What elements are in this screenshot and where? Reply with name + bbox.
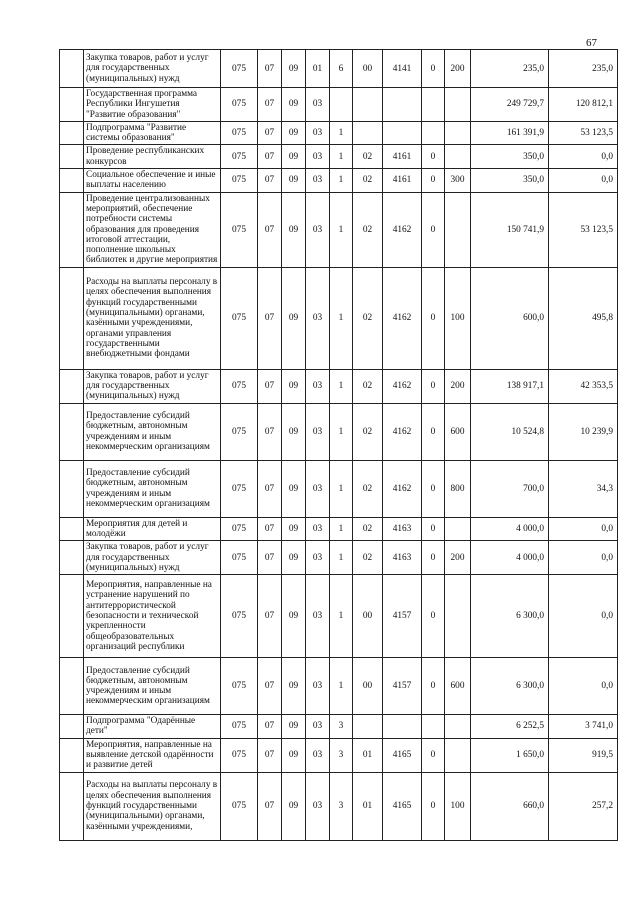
- cell-c9: 600: [445, 403, 471, 460]
- cell-v2: 120 812,1: [549, 88, 618, 122]
- cell-c5: 1: [330, 121, 353, 145]
- cell-c6: 02: [353, 145, 383, 169]
- cell-c3: 09: [282, 460, 306, 517]
- cell-c1: 075: [221, 121, 258, 145]
- cell-v2: 34,3: [549, 460, 618, 517]
- cell-v1: 350,0: [471, 145, 549, 169]
- page-number: 67: [586, 37, 597, 49]
- cell-c3: 09: [282, 369, 306, 403]
- cell-c5: 1: [330, 267, 353, 369]
- cell-c9: [445, 738, 471, 772]
- row-name: Предоставление субсидий бюджетным, автономным учреждениям и иным некоммерческим организациям: [84, 460, 221, 517]
- row-blank-cell: [60, 192, 84, 267]
- row-name: Государственная программа Республики Ингушетия "Развитие образования": [84, 88, 221, 122]
- table-row: [60, 192, 618, 267]
- cell-c8: [422, 88, 445, 122]
- cell-c8: 0: [422, 192, 445, 267]
- cell-c9: [445, 715, 471, 739]
- cell-v2: 495,8: [549, 267, 618, 369]
- table-row: [60, 403, 618, 460]
- cell-v2: 0,0: [549, 658, 618, 715]
- cell-c5: 1: [330, 575, 353, 658]
- cell-c1: 075: [221, 369, 258, 403]
- cell-c4: 03: [306, 369, 330, 403]
- cell-c6: 02: [353, 369, 383, 403]
- cell-c8: 0: [422, 169, 445, 193]
- cell-c5: 1: [330, 192, 353, 267]
- cell-c2: 07: [258, 738, 282, 772]
- cell-c7: 4163: [383, 541, 422, 575]
- cell-c6: 01: [353, 772, 383, 840]
- cell-c4: 03: [306, 267, 330, 369]
- cell-c7: [383, 121, 422, 145]
- cell-c3: 09: [282, 50, 306, 88]
- cell-c7: 4161: [383, 145, 422, 169]
- cell-c7: 4162: [383, 460, 422, 517]
- table-row: [60, 369, 618, 403]
- cell-c2: 07: [258, 772, 282, 840]
- cell-v2: 0,0: [549, 145, 618, 169]
- cell-c2: 07: [258, 88, 282, 122]
- table-row: [60, 738, 618, 772]
- cell-v2: 42 353,5: [549, 369, 618, 403]
- cell-c4: 03: [306, 658, 330, 715]
- cell-c4: 03: [306, 460, 330, 517]
- cell-c9: [445, 88, 471, 122]
- row-blank-cell: [60, 403, 84, 460]
- cell-c2: 07: [258, 715, 282, 739]
- cell-c2: 07: [258, 517, 282, 541]
- cell-c3: 09: [282, 517, 306, 541]
- cell-c9: [445, 192, 471, 267]
- cell-c9: 200: [445, 50, 471, 88]
- cell-c4: 03: [306, 517, 330, 541]
- cell-c4: 03: [306, 88, 330, 122]
- row-name: Мероприятия, направленные на выявление детской одарённости и развитие детей: [84, 738, 221, 772]
- table-row: [60, 460, 618, 517]
- row-blank-cell: [60, 541, 84, 575]
- cell-c5: 1: [330, 145, 353, 169]
- cell-c1: 075: [221, 169, 258, 193]
- cell-c4: 03: [306, 715, 330, 739]
- cell-c8: 0: [422, 575, 445, 658]
- cell-v1: 350,0: [471, 169, 549, 193]
- row-blank-cell: [60, 460, 84, 517]
- table-row: [60, 658, 618, 715]
- cell-c4: 01: [306, 50, 330, 88]
- cell-v1: 161 391,9: [471, 121, 549, 145]
- cell-v1: 249 729,7: [471, 88, 549, 122]
- cell-c9: 100: [445, 772, 471, 840]
- cell-v2: 0,0: [549, 169, 618, 193]
- cell-c9: 800: [445, 460, 471, 517]
- row-name: Предоставление субсидий бюджетным, автономным учреждениям и иным некоммерческим организациям: [84, 403, 221, 460]
- cell-c9: 200: [445, 541, 471, 575]
- cell-v2: 257,2: [549, 772, 618, 840]
- cell-c4: 03: [306, 192, 330, 267]
- cell-c3: 09: [282, 658, 306, 715]
- cell-c4: 03: [306, 121, 330, 145]
- cell-c3: 09: [282, 121, 306, 145]
- cell-c2: 07: [258, 192, 282, 267]
- row-blank-cell: [60, 267, 84, 369]
- budget-table: [59, 49, 618, 841]
- row-name: Закупка товаров, работ и услуг для государственных (муниципальных) нужд: [84, 369, 221, 403]
- cell-c5: 6: [330, 50, 353, 88]
- cell-c3: 09: [282, 169, 306, 193]
- cell-c2: 07: [258, 575, 282, 658]
- cell-c9: [445, 145, 471, 169]
- cell-c9: 600: [445, 658, 471, 715]
- cell-v1: 235,0: [471, 50, 549, 88]
- row-blank-cell: [60, 88, 84, 122]
- cell-c7: [383, 715, 422, 739]
- cell-c7: 4157: [383, 658, 422, 715]
- row-name: Мероприятия для детей и молодёжи: [84, 517, 221, 541]
- cell-c6: 02: [353, 192, 383, 267]
- cell-c1: 075: [221, 541, 258, 575]
- cell-c4: 03: [306, 738, 330, 772]
- table-row: [60, 772, 618, 840]
- cell-v2: 0,0: [549, 541, 618, 575]
- cell-c5: 3: [330, 738, 353, 772]
- cell-c6: 02: [353, 403, 383, 460]
- cell-c7: 4165: [383, 772, 422, 840]
- cell-c8: 0: [422, 267, 445, 369]
- row-blank-cell: [60, 517, 84, 541]
- table-row: [60, 169, 618, 193]
- cell-v1: 600,0: [471, 267, 549, 369]
- table-row: [60, 121, 618, 145]
- cell-c2: 07: [258, 267, 282, 369]
- row-name: Проведение республиканских конкурсов: [84, 145, 221, 169]
- cell-v2: 235,0: [549, 50, 618, 88]
- row-name: Закупка товаров, работ и услуг для государственных (муниципальных) нужд: [84, 541, 221, 575]
- cell-c7: 4163: [383, 517, 422, 541]
- cell-c5: 1: [330, 517, 353, 541]
- row-name: Подпрограмма "Одарённые дети": [84, 715, 221, 739]
- cell-v1: 4 000,0: [471, 517, 549, 541]
- cell-v2: 53 123,5: [549, 192, 618, 267]
- cell-c5: 1: [330, 541, 353, 575]
- cell-c4: 03: [306, 541, 330, 575]
- cell-c5: 1: [330, 460, 353, 517]
- cell-c7: 4162: [383, 369, 422, 403]
- cell-c8: 0: [422, 50, 445, 88]
- cell-c5: 1: [330, 403, 353, 460]
- cell-c6: 00: [353, 658, 383, 715]
- cell-c2: 07: [258, 369, 282, 403]
- cell-v2: 53 123,5: [549, 121, 618, 145]
- cell-c1: 075: [221, 715, 258, 739]
- cell-c6: [353, 88, 383, 122]
- cell-c3: 09: [282, 738, 306, 772]
- cell-c7: 4161: [383, 169, 422, 193]
- cell-c6: 01: [353, 738, 383, 772]
- cell-c6: [353, 121, 383, 145]
- row-blank-cell: [60, 50, 84, 88]
- cell-c1: 075: [221, 50, 258, 88]
- row-blank-cell: [60, 738, 84, 772]
- cell-c3: 09: [282, 575, 306, 658]
- cell-c5: 1: [330, 658, 353, 715]
- cell-v2: 919,5: [549, 738, 618, 772]
- cell-c4: 03: [306, 403, 330, 460]
- cell-c8: 0: [422, 772, 445, 840]
- cell-c8: 0: [422, 517, 445, 541]
- row-blank-cell: [60, 772, 84, 840]
- cell-c5: 3: [330, 715, 353, 739]
- cell-c8: 0: [422, 145, 445, 169]
- cell-c6: 02: [353, 460, 383, 517]
- cell-c6: 02: [353, 541, 383, 575]
- row-blank-cell: [60, 575, 84, 658]
- cell-c6: 02: [353, 267, 383, 369]
- cell-c1: 075: [221, 517, 258, 541]
- cell-c9: [445, 575, 471, 658]
- cell-v2: 0,0: [549, 575, 618, 658]
- cell-c5: [330, 88, 353, 122]
- cell-c8: 0: [422, 658, 445, 715]
- cell-c5: 1: [330, 369, 353, 403]
- cell-c8: 0: [422, 541, 445, 575]
- table-row: [60, 541, 618, 575]
- cell-c8: 0: [422, 369, 445, 403]
- cell-c3: 09: [282, 192, 306, 267]
- cell-c1: 075: [221, 658, 258, 715]
- cell-c8: 0: [422, 403, 445, 460]
- cell-c3: 09: [282, 715, 306, 739]
- row-name: Подпрограмма "Развитие системы образования": [84, 121, 221, 145]
- cell-c5: 1: [330, 169, 353, 193]
- cell-v1: 4 000,0: [471, 541, 549, 575]
- table-row: [60, 715, 618, 739]
- cell-v1: 660,0: [471, 772, 549, 840]
- table-row: [60, 145, 618, 169]
- cell-c2: 07: [258, 121, 282, 145]
- cell-c5: 3: [330, 772, 353, 840]
- cell-c8: [422, 715, 445, 739]
- cell-c7: 4162: [383, 403, 422, 460]
- cell-c8: [422, 121, 445, 145]
- cell-c7: 4157: [383, 575, 422, 658]
- cell-v2: 3 741,0: [549, 715, 618, 739]
- cell-c1: 075: [221, 267, 258, 369]
- cell-c4: 03: [306, 145, 330, 169]
- cell-v2: 0,0: [549, 517, 618, 541]
- row-name: Расходы на выплаты персоналу в целях обеспечения выполнения функций государственными (муниципальными) органами, казёнными учреждениями,: [84, 772, 221, 840]
- cell-c9: 100: [445, 267, 471, 369]
- cell-c6: [353, 715, 383, 739]
- cell-c9: 300: [445, 169, 471, 193]
- row-name: Социальное обеспечение и иные выплаты населению: [84, 169, 221, 193]
- row-name: Расходы на выплаты персоналу в целях обеспечения выполнения функций государственными (муниципальными) органами, казёнными учреждениями, органами управления государственными внебюджетными фондами: [84, 267, 221, 369]
- row-name: Закупка товаров, работ и услуг для государственных (муниципальных) нужд: [84, 50, 221, 88]
- cell-c3: 09: [282, 541, 306, 575]
- row-blank-cell: [60, 369, 84, 403]
- cell-c1: 075: [221, 145, 258, 169]
- cell-c7: 4162: [383, 192, 422, 267]
- cell-c1: 075: [221, 738, 258, 772]
- cell-c2: 07: [258, 50, 282, 88]
- cell-c6: 02: [353, 517, 383, 541]
- cell-c3: 09: [282, 145, 306, 169]
- row-blank-cell: [60, 121, 84, 145]
- cell-v1: 138 917,1: [471, 369, 549, 403]
- cell-c6: 02: [353, 169, 383, 193]
- cell-c3: 09: [282, 88, 306, 122]
- cell-c1: 075: [221, 772, 258, 840]
- table-row: [60, 267, 618, 369]
- cell-v1: 6 252,5: [471, 715, 549, 739]
- cell-c6: 00: [353, 575, 383, 658]
- cell-c8: 0: [422, 738, 445, 772]
- cell-c4: 03: [306, 575, 330, 658]
- cell-c8: 0: [422, 460, 445, 517]
- cell-c7: 4141: [383, 50, 422, 88]
- cell-c9: 200: [445, 369, 471, 403]
- cell-v1: 150 741,9: [471, 192, 549, 267]
- table-row: [60, 50, 618, 88]
- cell-c2: 07: [258, 145, 282, 169]
- table-row: [60, 517, 618, 541]
- cell-c3: 09: [282, 267, 306, 369]
- cell-c1: 075: [221, 88, 258, 122]
- cell-c3: 09: [282, 772, 306, 840]
- cell-v1: 700,0: [471, 460, 549, 517]
- cell-v1: 6 300,0: [471, 575, 549, 658]
- cell-c1: 075: [221, 403, 258, 460]
- row-name: Мероприятия, направленные на устранение нарушений по антитеррористической безопасности и технической укрепленности общеобразовательных организаций республики: [84, 575, 221, 658]
- cell-c2: 07: [258, 658, 282, 715]
- cell-c2: 07: [258, 460, 282, 517]
- row-blank-cell: [60, 169, 84, 193]
- row-blank-cell: [60, 145, 84, 169]
- cell-c2: 07: [258, 169, 282, 193]
- row-name: Проведение централизованных мероприятий, обеспечение потребности системы образования для проведения итоговой аттестации, пополнение школьных библиотек и другие мероприятия: [84, 192, 221, 267]
- cell-c1: 075: [221, 575, 258, 658]
- cell-v2: 10 239,9: [549, 403, 618, 460]
- cell-c9: [445, 121, 471, 145]
- cell-v1: 1 650,0: [471, 738, 549, 772]
- cell-c1: 075: [221, 460, 258, 517]
- cell-c3: 09: [282, 403, 306, 460]
- cell-c9: [445, 517, 471, 541]
- row-blank-cell: [60, 658, 84, 715]
- cell-c2: 07: [258, 403, 282, 460]
- row-name: Предоставление субсидий бюджетным, автономным учреждениям и иным некоммерческим организациям: [84, 658, 221, 715]
- cell-v1: 10 524,8: [471, 403, 549, 460]
- table-row: [60, 575, 618, 658]
- row-blank-cell: [60, 715, 84, 739]
- table-row: [60, 88, 618, 122]
- cell-c7: 4165: [383, 738, 422, 772]
- cell-c7: 4162: [383, 267, 422, 369]
- cell-c2: 07: [258, 541, 282, 575]
- cell-v1: 6 300,0: [471, 658, 549, 715]
- cell-c7: [383, 88, 422, 122]
- cell-c4: 03: [306, 772, 330, 840]
- cell-c4: 03: [306, 169, 330, 193]
- cell-c6: 00: [353, 50, 383, 88]
- cell-c1: 075: [221, 192, 258, 267]
